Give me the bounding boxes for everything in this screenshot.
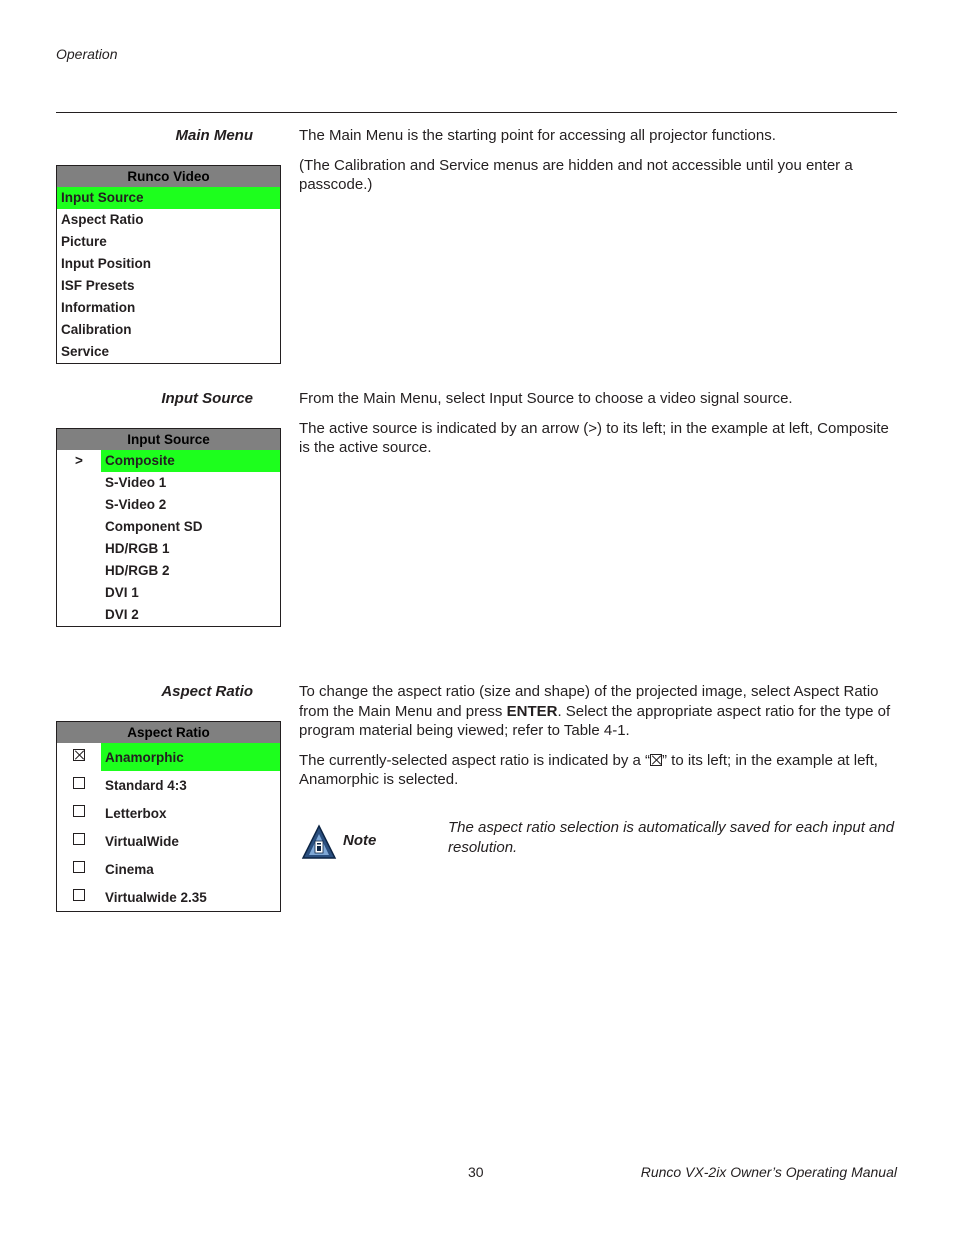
source-row-dvi-1	[57, 582, 280, 604]
main-menu-osd	[56, 165, 281, 364]
main-menu-item-calibration: Calibration	[61, 322, 132, 337]
aspect-label: VirtualWide	[105, 833, 179, 849]
aspect-label: Letterbox	[105, 805, 167, 821]
checked-box-icon	[650, 754, 662, 766]
aspect-row-virtualwide	[57, 827, 280, 855]
header-rule	[56, 112, 897, 113]
source-row-s-video-2	[57, 494, 280, 516]
input-source-paragraph-2: The active source is indicated by an arrow (>) to its left; in the example at left, Composite is the active source.	[299, 419, 889, 456]
main-menu-item-input-position: Input Position	[61, 256, 151, 271]
main-menu-item-picture: Picture	[61, 234, 107, 249]
manual-title: Runco VX-2ix Owner’s Operating Manual	[640, 1164, 897, 1180]
input-source-text	[299, 389, 897, 468]
note-label: Note	[343, 832, 377, 849]
main-menu-paragraph-1: The Main Menu is the starting point for accessing all projector functions.	[299, 127, 776, 144]
source-label: S-Video 2	[105, 497, 167, 512]
aspect-label: Standard 4:3	[105, 777, 187, 793]
input-source-title: Input Source	[57, 429, 280, 450]
aspect-label: Cinema	[105, 861, 154, 877]
source-label: DVI 2	[105, 607, 139, 622]
input-source-osd	[56, 428, 281, 627]
checked-box-icon	[73, 749, 85, 761]
unchecked-box-icon	[73, 861, 85, 873]
enter-key-label: ENTER	[506, 702, 558, 720]
aspect-ratio-heading: Aspect Ratio	[161, 683, 253, 700]
note-text: The aspect ratio selection is automatically saved for each input and resolution.	[448, 819, 895, 856]
main-menu-item-isf-presets: ISF Presets	[61, 278, 135, 293]
input-source-heading: Input Source	[161, 390, 253, 407]
unchecked-box-icon	[73, 777, 85, 789]
aspect-row-letterbox	[57, 799, 280, 827]
source-row-dvi-2	[57, 604, 280, 626]
aspect-row-virtualwide-235	[57, 883, 280, 911]
source-label: HD/RGB 1	[105, 541, 170, 556]
aspect-ratio-paragraph-2: The currently-selected aspect ratio is indicated by a “ ” to its left; in the example at left, Anamorphic is selected.	[299, 751, 878, 788]
input-source-paragraph-1: From the Main Menu, select Input Source to choose a video signal source.	[299, 390, 793, 407]
source-row-composite	[57, 450, 280, 472]
note-warning-icon	[301, 824, 337, 860]
aspect-label: Virtualwide 2.35	[105, 889, 207, 905]
source-label: S-Video 1	[105, 475, 167, 490]
running-header: Operation	[56, 46, 118, 62]
main-menu-title: Runco Video	[57, 166, 280, 187]
source-label: Composite	[101, 450, 280, 472]
main-menu-item-information: Information	[61, 300, 136, 315]
main-menu-text	[299, 126, 897, 205]
source-row-hd-rgb-1	[57, 538, 280, 560]
main-menu-heading: Main Menu	[175, 127, 253, 144]
aspect-ratio-title: Aspect Ratio	[57, 722, 280, 743]
aspect-row-anamorphic	[57, 743, 280, 771]
source-label: DVI 1	[105, 585, 139, 600]
aspect-ratio-osd	[56, 721, 281, 912]
main-menu-paragraph-2: (The Calibration and Service menus are hidden and not accessible until you enter a passcode.)	[299, 156, 853, 193]
main-menu-item-aspect-ratio: Aspect Ratio	[61, 212, 144, 227]
aspect-row-cinema	[57, 855, 280, 883]
main-menu-item-service: Service	[61, 344, 110, 359]
aspect-row-standard	[57, 771, 280, 799]
source-row-component-sd	[57, 516, 280, 538]
aspect-label: Anamorphic	[101, 743, 280, 771]
active-source-arrow: >	[75, 453, 83, 468]
page-number: 30	[468, 1164, 484, 1180]
aspect-ratio-paragraph-1: To change the aspect ratio (size and shape) of the projected image, select Aspect Ratio from the Main Menu and press ENTER. Select the appropriate aspect ratio for the type of program material being viewed; refer to Table 4-1.	[299, 683, 891, 739]
source-label: Component SD	[105, 519, 203, 534]
unchecked-box-icon	[73, 833, 85, 845]
aspect-ratio-text	[299, 682, 897, 800]
source-row-s-video-1	[57, 472, 280, 494]
source-label: HD/RGB 2	[105, 563, 170, 578]
source-row-hd-rgb-2	[57, 560, 280, 582]
unchecked-box-icon	[73, 889, 85, 901]
unchecked-box-icon	[73, 805, 85, 817]
main-menu-item-input-source: Input Source	[57, 187, 280, 209]
